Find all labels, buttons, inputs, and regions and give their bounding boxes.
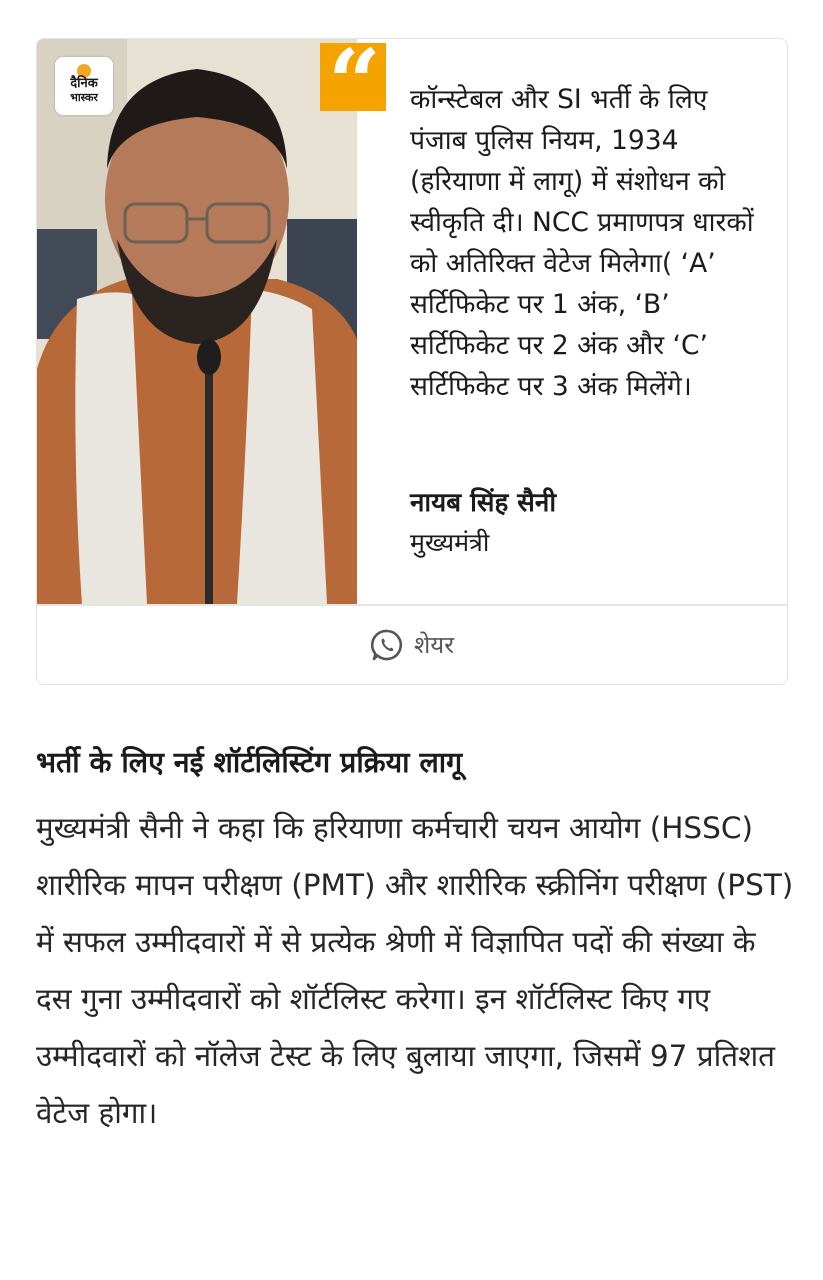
share-button[interactable] (37, 605, 787, 684)
quote-card (36, 38, 788, 685)
share-label: शेयर (413, 631, 455, 659)
whatsapp-icon (370, 628, 404, 662)
speaker-illustration (37, 39, 357, 604)
section-heading: भर्ती के लिए नई शॉर्टलिस्टिंग प्रक्रिया लागू (36, 746, 463, 779)
speaker-photo (37, 39, 357, 604)
author-name: नायब सिंह सैनी (410, 488, 557, 518)
quote-text: कॉन्स्टेबल और SI भर्ती के लिए पंजाब पुलिस नियम, 1934 (हरियाणा में लागू) में संशोधन को स्वीकृति दी। NCC प्रमाणपत्र धारकों को अतिरिक्त वेटेज मिलेगा( ‘A’ सर्टिफिकेट पर 1 अंक, ‘B’ सर्टिफिकेट पर 2 अंक और ‘C’ सर्टिफिकेट पर 3 अंक मिलेंगे। (410, 84, 754, 402)
dainik-bhaskar-logo: दैनिक भास्कर (55, 57, 113, 115)
author-role: मुख्यमंत्री (410, 528, 490, 557)
article-paragraph: मुख्यमंत्री सैनी ने कहा कि हरियाणा कर्मचारी चयन आयोग (HSSC) शारीरिक मापन परीक्षण (PMT) और शारीरिक स्क्रीनिंग परीक्षण (PST) में सफल उम्मीदवारों में से प्रत्येक श्रेणी में विज्ञापित पदों की संख्या के दस गुना उम्मीदवारों को शॉर्टलिस्ट करेगा। इन शॉर्टलिस्ट किए गए उम्मीदवारों को नॉलेज टेस्ट के लिए बुलाया जाएगा, जिसमें 97 प्रतिशत वेटेज होगा। (36, 811, 794, 1130)
quote-mark-icon: “ (320, 43, 386, 111)
